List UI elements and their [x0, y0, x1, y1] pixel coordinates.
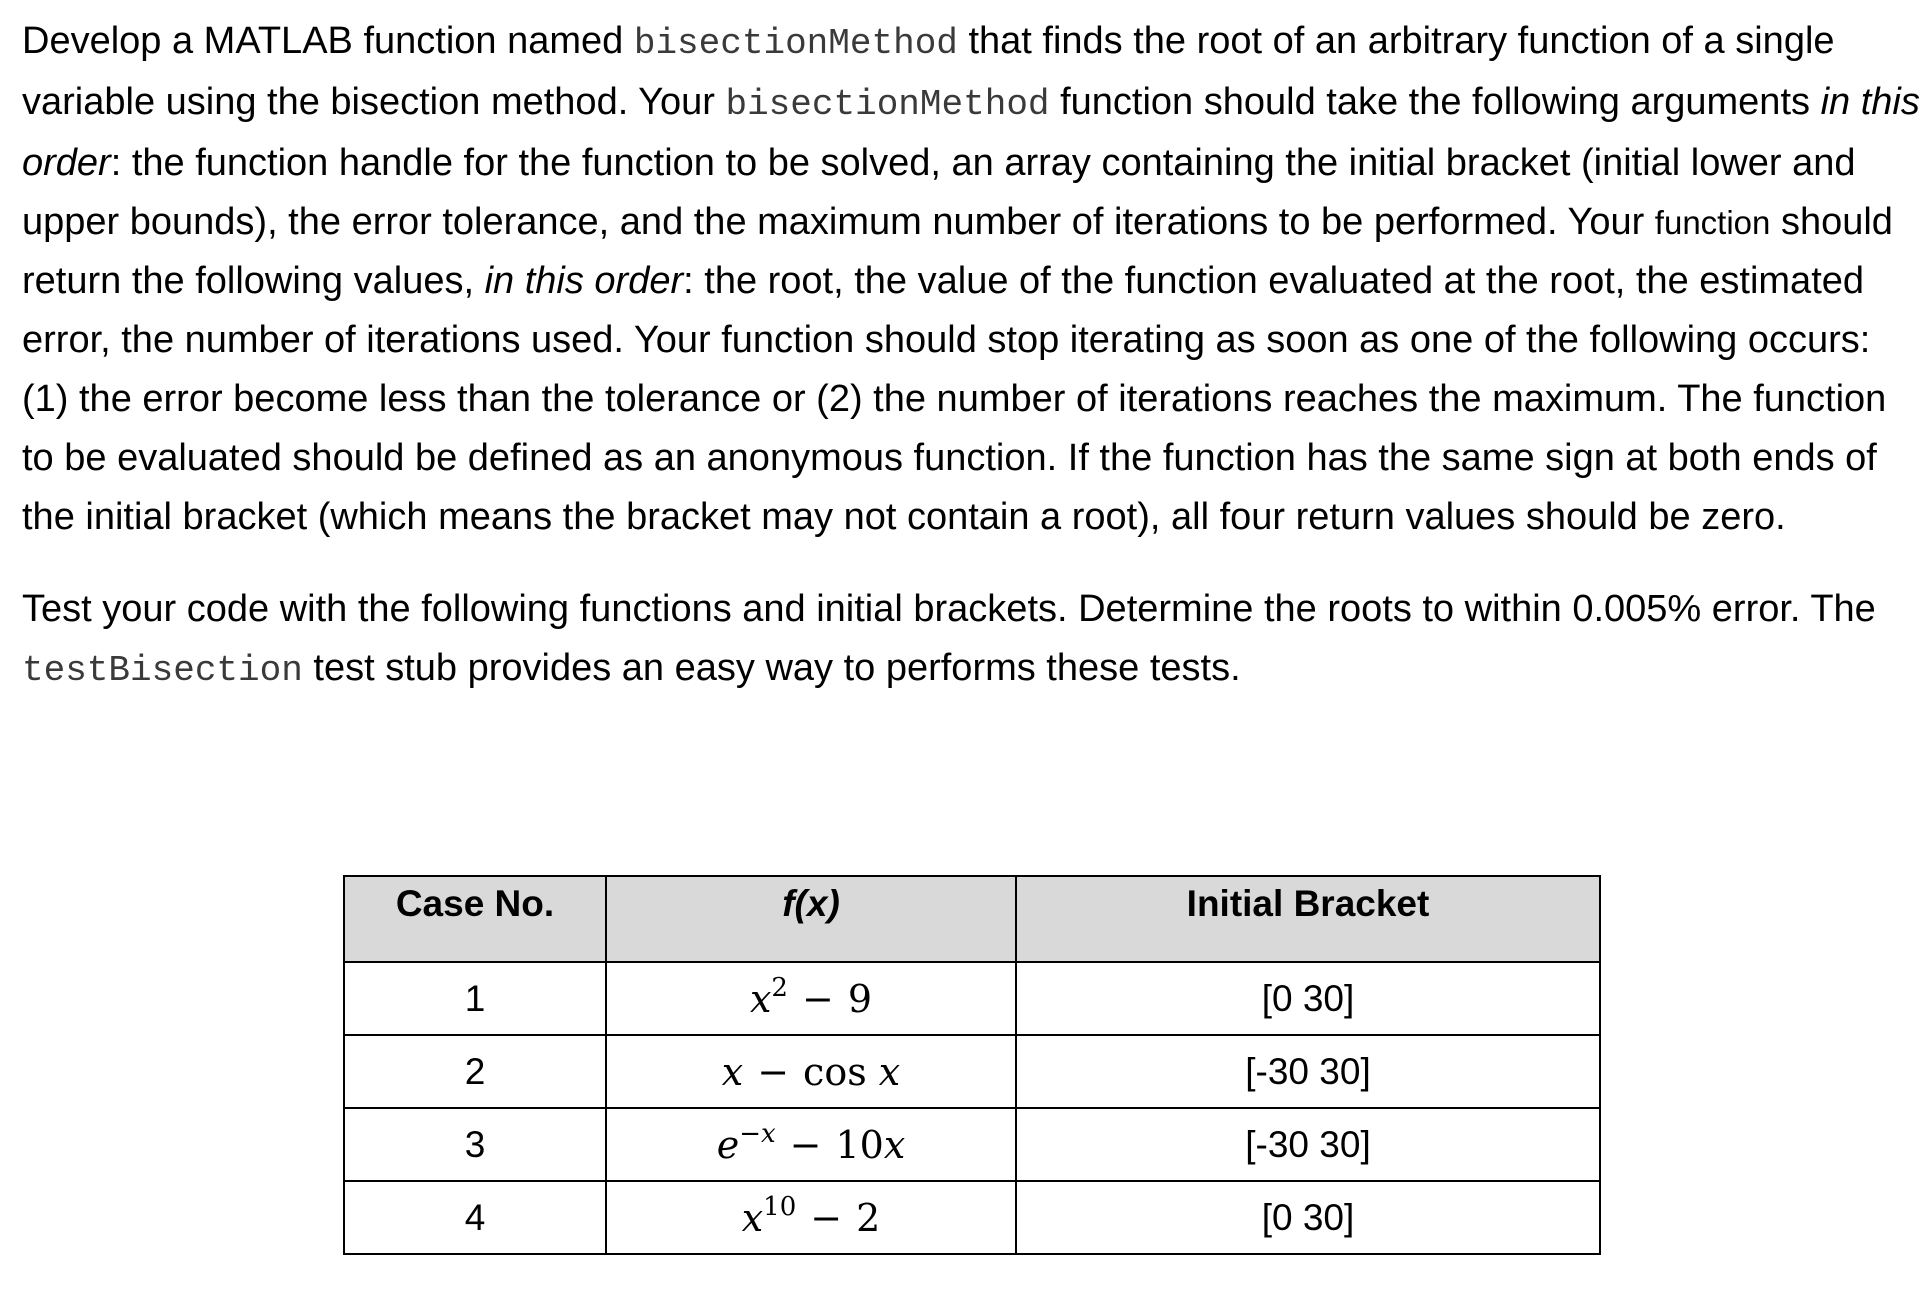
math-operator: − [757, 1049, 790, 1094]
text-run: Test your code with the following functions and initial brackets. Determine the roots to within 0.005% error. The [22, 588, 1876, 630]
math-exponent: −x [739, 1118, 776, 1149]
table-row [344, 1108, 1600, 1181]
cell-case-no: 2 [344, 1035, 606, 1108]
text-run: should return the following values, [22, 201, 1893, 302]
math-exponent: 2 [771, 972, 788, 1003]
table-header-row [344, 876, 1600, 962]
text-run: : the root, the value of the function evaluated at the root, the estimated error, the number of iterations used. Your function should stop iterating as soon as one of the following occurs: (1) the error become less than the tolerance or (2) the number of iterations reaches the maximum. The function to be evaluated should be defined as an anonymous function. If the function has the same sign at both ends of the initial bracket (which means the bracket may not contain a root), all four return values should be zero. [22, 260, 1887, 538]
math-function: cos [803, 1049, 867, 1094]
cell-fx [606, 962, 1016, 1035]
cell-case-no: 3 [344, 1108, 606, 1181]
math-expression [749, 972, 872, 1021]
problem-paragraph-2 [22, 580, 1922, 700]
cell-fx [606, 1108, 1016, 1181]
math-var: x [721, 1049, 744, 1094]
code-testBisection: testBisection [22, 650, 303, 691]
cell-case-no: 4 [344, 1181, 606, 1254]
table-row [344, 962, 1600, 1035]
emphasis-in-this-order: in this order [22, 81, 1920, 184]
table-row [344, 1181, 1600, 1254]
header-case-no: Case No. [344, 876, 606, 962]
math-var: x [878, 1049, 901, 1094]
text-run: that finds the root of an arbitrary function of a single variable using the bisection method. Your [22, 20, 1835, 123]
math-expression [741, 1191, 881, 1240]
test-cases-table [343, 875, 1601, 1255]
cell-case-no: 1 [344, 962, 606, 1035]
emphasis-in-this-order: in this order [484, 260, 684, 302]
math-number: 9 [847, 976, 872, 1021]
math-operator: − [810, 1195, 843, 1240]
problem-paragraph-1 [22, 12, 1922, 547]
math-number: 2 [856, 1195, 881, 1240]
cell-initial-bracket: [-30 30] [1016, 1035, 1600, 1108]
math-var: e [716, 1122, 740, 1167]
cell-initial-bracket: [-30 30] [1016, 1108, 1600, 1181]
header-initial-bracket: Initial Bracket [1016, 876, 1600, 962]
text-run: : the function handle for the function to be solved, an array containing the initial bracket (initial lower and upper bounds), the error tolerance, and the maximum number of iterations to be performed. Your [22, 142, 1856, 243]
document [22, 12, 1922, 700]
code-bisectionMethod: bisectionMethod [725, 84, 1050, 125]
math-exponent: 10 [763, 1191, 797, 1222]
cell-fx [606, 1181, 1016, 1254]
math-number: 10 [835, 1122, 884, 1167]
math-operator: − [789, 1122, 822, 1167]
code-bisectionMethod: bisectionMethod [633, 23, 958, 64]
cell-initial-bracket: [0 30] [1016, 962, 1600, 1035]
table-row [344, 1035, 1600, 1108]
math-expression [716, 1118, 906, 1167]
math-var: x [741, 1195, 764, 1240]
text-run: Develop a MATLAB function named [22, 20, 634, 62]
math-expression [722, 1050, 900, 1094]
small-function-word: function [1654, 204, 1771, 241]
math-var: x [883, 1122, 906, 1167]
cell-initial-bracket: [0 30] [1016, 1181, 1600, 1254]
math-operator: − [801, 976, 834, 1021]
cell-fx [606, 1035, 1016, 1108]
math-var: x [749, 976, 772, 1021]
header-fx: f(x) [606, 876, 1016, 962]
text-run: test stub provides an easy way to performs these tests. [302, 647, 1241, 689]
text-run: function should take the following arguments [1049, 81, 1821, 123]
